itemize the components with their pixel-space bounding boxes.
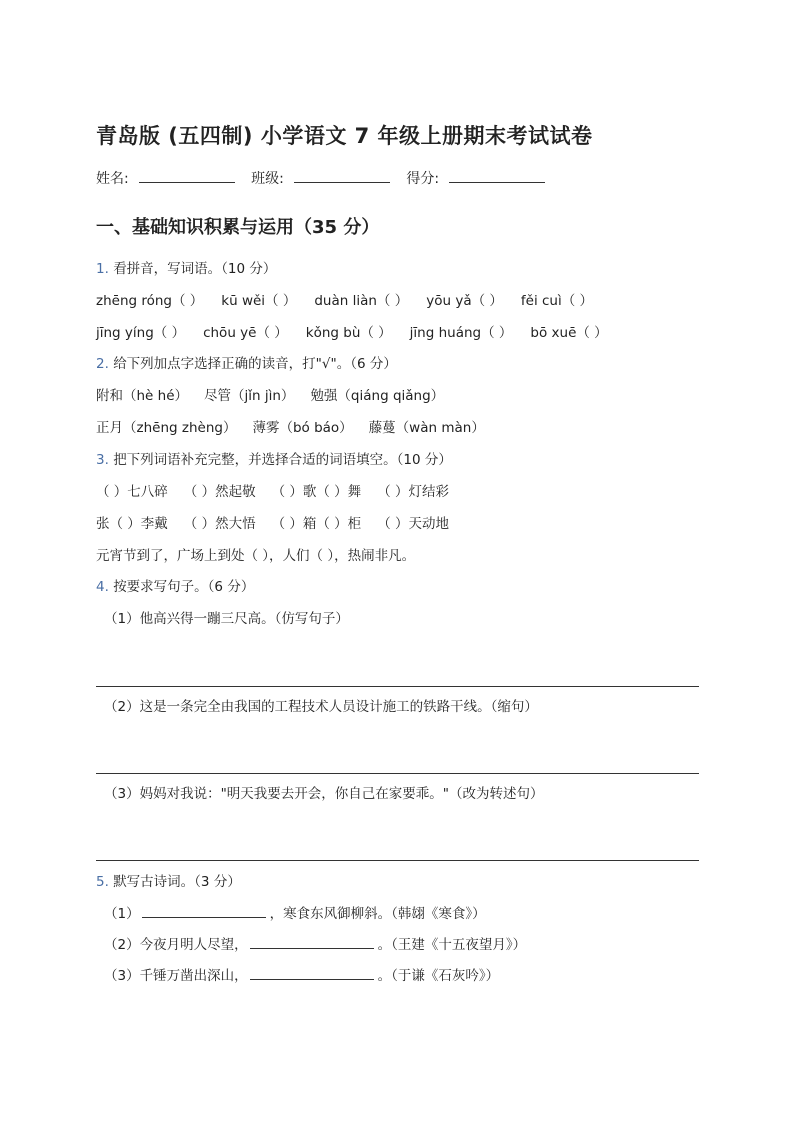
pinyin-item[interactable]: kū wěi（ ） bbox=[221, 293, 297, 309]
name-blank[interactable] bbox=[139, 169, 235, 183]
pinyin-item[interactable]: zhēng róng（ ） bbox=[96, 293, 204, 309]
question-4 bbox=[96, 575, 254, 595]
answer-line[interactable] bbox=[96, 773, 699, 774]
class-blank[interactable] bbox=[294, 169, 390, 183]
idiom-row-1 bbox=[96, 480, 465, 500]
question-text: 给下列加点字选择正确的读音，打"√"。（6 分） bbox=[113, 356, 397, 372]
pinyin-item[interactable]: chōu yē（ ） bbox=[203, 325, 288, 341]
answer-line[interactable] bbox=[96, 686, 699, 687]
pinyin-item[interactable]: kǒng bù（ ） bbox=[305, 325, 392, 341]
poem-line-2 bbox=[96, 933, 526, 953]
poem-suffix: 。（于谦《石灰吟》） bbox=[377, 968, 500, 984]
poem-blank[interactable] bbox=[250, 967, 374, 980]
name-label: 姓名: bbox=[96, 171, 129, 187]
poem-line-3 bbox=[96, 964, 499, 984]
question-number: 4. bbox=[96, 579, 109, 595]
reading-item[interactable]: 尽管（jǐn jìn） bbox=[204, 388, 295, 404]
reading-item[interactable]: 薄雾（bó báo） bbox=[252, 420, 353, 436]
reading-item[interactable]: 正月（zhēng zhèng） bbox=[96, 420, 237, 436]
pinyin-item[interactable]: jīng huáng（ ） bbox=[409, 325, 513, 341]
pinyin-row-2 bbox=[96, 321, 626, 341]
idiom-item[interactable]: （ ）灯结彩 bbox=[377, 484, 449, 500]
idiom-item[interactable]: （ ）然起敬 bbox=[183, 484, 256, 500]
page-title: 青岛版 (五四制) 小学语文 7 年级上册期末考试试卷 bbox=[96, 124, 593, 148]
question-text: 按要求写句子。（6 分） bbox=[113, 579, 255, 595]
question-number: 1. bbox=[96, 261, 109, 277]
reading-item[interactable]: 勉强（qiáng qiǎng） bbox=[310, 388, 445, 404]
pinyin-row-1 bbox=[96, 289, 611, 309]
subquestion-4-3: （3）妈妈对我说："明天我要去开会，你自己在家要乖。"（改为转述句） bbox=[104, 786, 544, 802]
idiom-row-2 bbox=[96, 512, 465, 532]
idiom-item[interactable]: 张（ ）李戴 bbox=[96, 516, 168, 532]
pinyin-item[interactable]: bō xuē（ ） bbox=[530, 325, 608, 341]
reading-row-2 bbox=[96, 416, 501, 436]
reading-row-1 bbox=[96, 384, 460, 404]
idiom-item[interactable]: （ ）歌（ ）舞 bbox=[271, 484, 362, 500]
student-info-row bbox=[96, 168, 557, 188]
poem-suffix: ，寒食东风御柳斜。（韩翃《寒食》） bbox=[269, 906, 486, 922]
idiom-item[interactable]: （ ）天动地 bbox=[377, 516, 449, 532]
poem-prefix: （1） bbox=[104, 906, 140, 922]
reading-item[interactable]: 附和（hè hé） bbox=[96, 388, 189, 404]
question-number: 3. bbox=[96, 452, 109, 468]
question-number: 5. bbox=[96, 874, 109, 890]
reading-item[interactable]: 藤蔓（wàn màn） bbox=[368, 420, 485, 436]
pinyin-item[interactable]: yōu yǎ（ ） bbox=[426, 293, 503, 309]
idiom-item[interactable]: （ ）箱（ ）柜 bbox=[271, 516, 362, 532]
poem-blank[interactable] bbox=[250, 936, 374, 949]
poem-blank[interactable] bbox=[142, 905, 266, 918]
poem-suffix: 。（王建《十五夜望月》） bbox=[377, 937, 527, 953]
idiom-item[interactable]: （ ）然大悟 bbox=[183, 516, 256, 532]
section-heading: 一、基础知识积累与运用（35 分） bbox=[96, 217, 380, 238]
score-blank[interactable] bbox=[449, 169, 545, 183]
score-label: 得分: bbox=[406, 171, 440, 187]
poem-line-1 bbox=[96, 902, 486, 922]
subquestion-4-2: （2）这是一条完全由我国的工程技术人员设计施工的铁路干线。（缩句） bbox=[104, 699, 538, 715]
class-label: 班级: bbox=[251, 171, 284, 187]
pinyin-item[interactable]: fěi cuì（ ） bbox=[520, 293, 594, 309]
question-text: 把下列词语补充完整，并选择合适的词语填空。（10 分） bbox=[113, 452, 452, 468]
question-number: 2. bbox=[96, 356, 109, 372]
answer-line[interactable] bbox=[96, 860, 699, 861]
poem-prefix: （2）今夜月明人尽望， bbox=[104, 937, 248, 953]
question-1 bbox=[96, 257, 276, 277]
poem-prefix: （3）千锤万凿出深山， bbox=[104, 968, 248, 984]
fill-sentence[interactable]: 元宵节到了，广场上到处（ ），人们（ ），热闹非凡。 bbox=[96, 548, 416, 564]
question-text: 看拼音，写词语。（10 分） bbox=[113, 261, 277, 277]
pinyin-item[interactable]: duàn liàn（ ） bbox=[314, 293, 409, 309]
subquestion-4-1: （1）他高兴得一蹦三尺高。（仿写句子） bbox=[104, 611, 349, 627]
question-2 bbox=[96, 352, 397, 372]
question-5 bbox=[96, 870, 241, 890]
idiom-item[interactable]: （ ）七八碎 bbox=[96, 484, 168, 500]
question-text: 默写古诗词。（3 分） bbox=[113, 874, 241, 890]
pinyin-item[interactable]: jīng yíng（ ） bbox=[96, 325, 186, 341]
question-3 bbox=[96, 448, 452, 468]
